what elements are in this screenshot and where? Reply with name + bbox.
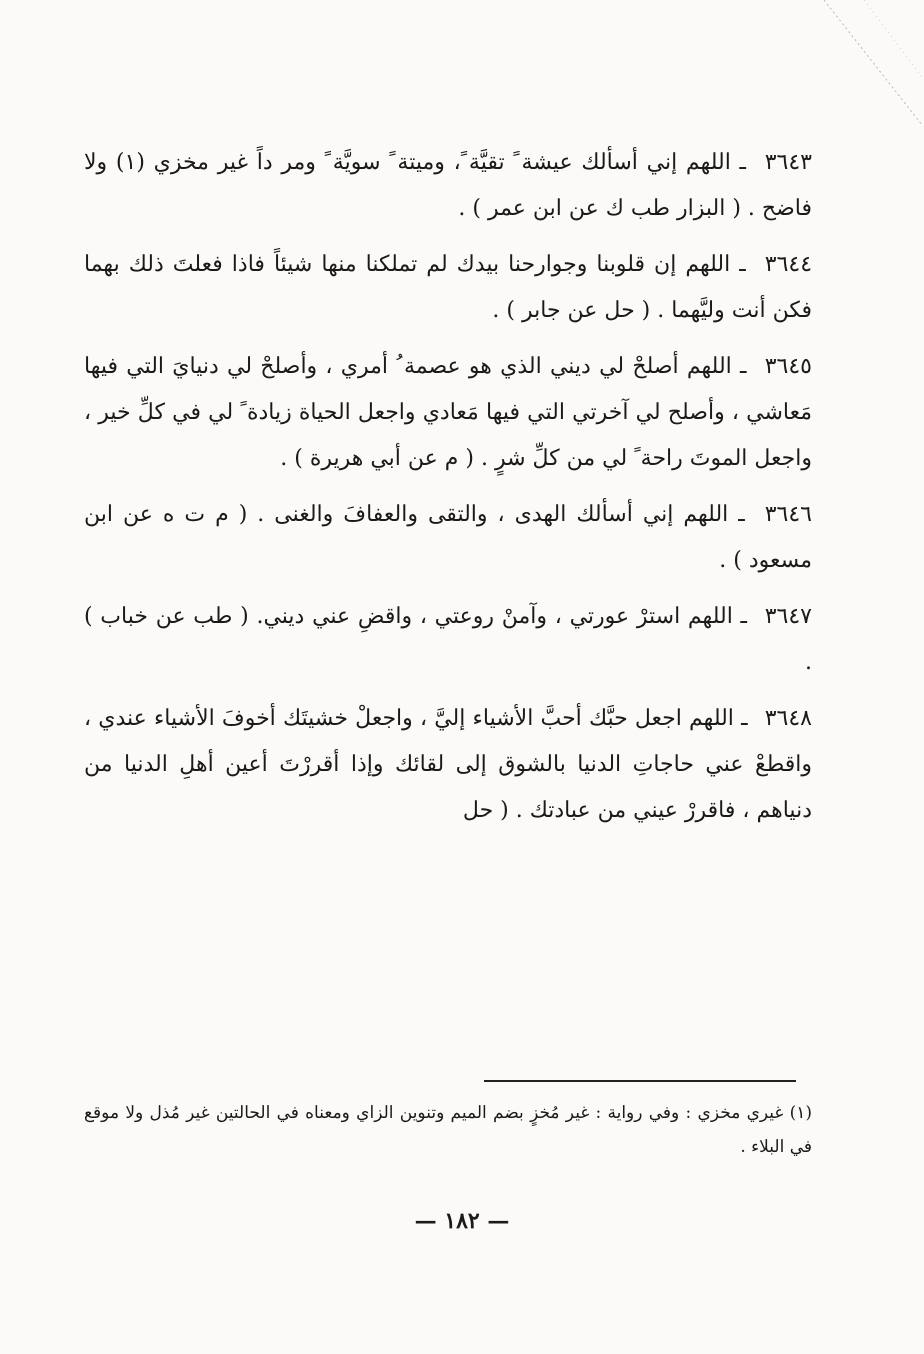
hadith-3644 <box>84 242 812 334</box>
hadith-separator: ـ <box>741 706 748 731</box>
hadith-number: ٣٦٤٣ <box>764 150 812 175</box>
hadith-3647 <box>84 594 812 686</box>
hadith-separator: ـ <box>739 150 746 175</box>
corner-scan-mark <box>804 0 924 130</box>
hadith-text: اللهم إني أسألك الهدى ، والتقى والعفافَ والغنى . ( م ت ه عن ابن مسعود ) . <box>84 502 812 573</box>
hadith-number: ٣٦٤٦ <box>764 502 812 527</box>
hadith-number: ٣٦٤٥ <box>764 354 812 379</box>
footnote-divider <box>484 1080 796 1082</box>
page-number: — ١٨٢ — <box>414 1208 510 1234</box>
hadith-text: اللهم إن قلوبنا وجوارحنا بيدك لم تملكنا منها شيئاً فاذا فعلتَ ذلك بهما فكن أنت وليَّهما . ( حل عن جابر ) . <box>84 252 812 323</box>
hadith-text: اللهم اجعل حبَّك أحبَّ الأشياء إليَّ ، واجعلْ خشيتَك أخوفَ الأشياء عندي ، واقطعْ عني حاجاتِ الدنيا بالشوق إلى لقائك وإذا أقررْتَ أعين أهلِ الدنيا من دنياهم ، فاقررْ عيني من عبادتك . ( حل <box>84 706 812 823</box>
hadith-number: ٣٦٤٨ <box>764 706 812 731</box>
hadith-separator: ـ <box>740 354 747 379</box>
hadith-number: ٣٦٤٤ <box>764 252 813 277</box>
hadith-separator: ـ <box>740 604 747 629</box>
main-text <box>84 140 812 844</box>
hadith-3643 <box>84 140 812 232</box>
hadith-3646 <box>84 492 812 584</box>
hadith-3645 <box>84 344 812 482</box>
footnote: (١) غيري مخزي : وفي رواية : غير مُخزٍ بضم الميم وتنوين الزاي ومعناه في الحالتين غير مُذل ولا موقع في البلاء . <box>84 1103 812 1157</box>
hadith-separator: ـ <box>738 502 745 527</box>
hadith-text: اللهم استرْ عورتي ، وآمنْ روعتي ، واقضِ عني ديني. ( طب عن خباب ) . <box>84 604 812 675</box>
hadith-separator: ـ <box>739 252 746 277</box>
hadith-text: اللهم أصلحْ لي ديني الذي هو عصمة ُ أمري ، وأصلحْ لي دنيايَ التي فيها مَعاشي ، وأصلح لي آخرتي التي فيها مَعادي واجعل الحياة زيادة ً لي في كلِّ خير ، واجعل الموتَ راحة ً لي من كلِّ شرٍ . ( م عن أبي هريرة ) . <box>84 354 812 471</box>
hadith-3648 <box>84 696 812 834</box>
hadith-text: اللهم إني أسألك عيشة ً تقيَّة ً، وميتة ً سويَّة ً ومر داً غير مخزي (١) ولا فاضح . ( البزار طب ك عن ابن عمر ) . <box>84 150 812 221</box>
hadith-number: ٣٦٤٧ <box>764 604 812 629</box>
